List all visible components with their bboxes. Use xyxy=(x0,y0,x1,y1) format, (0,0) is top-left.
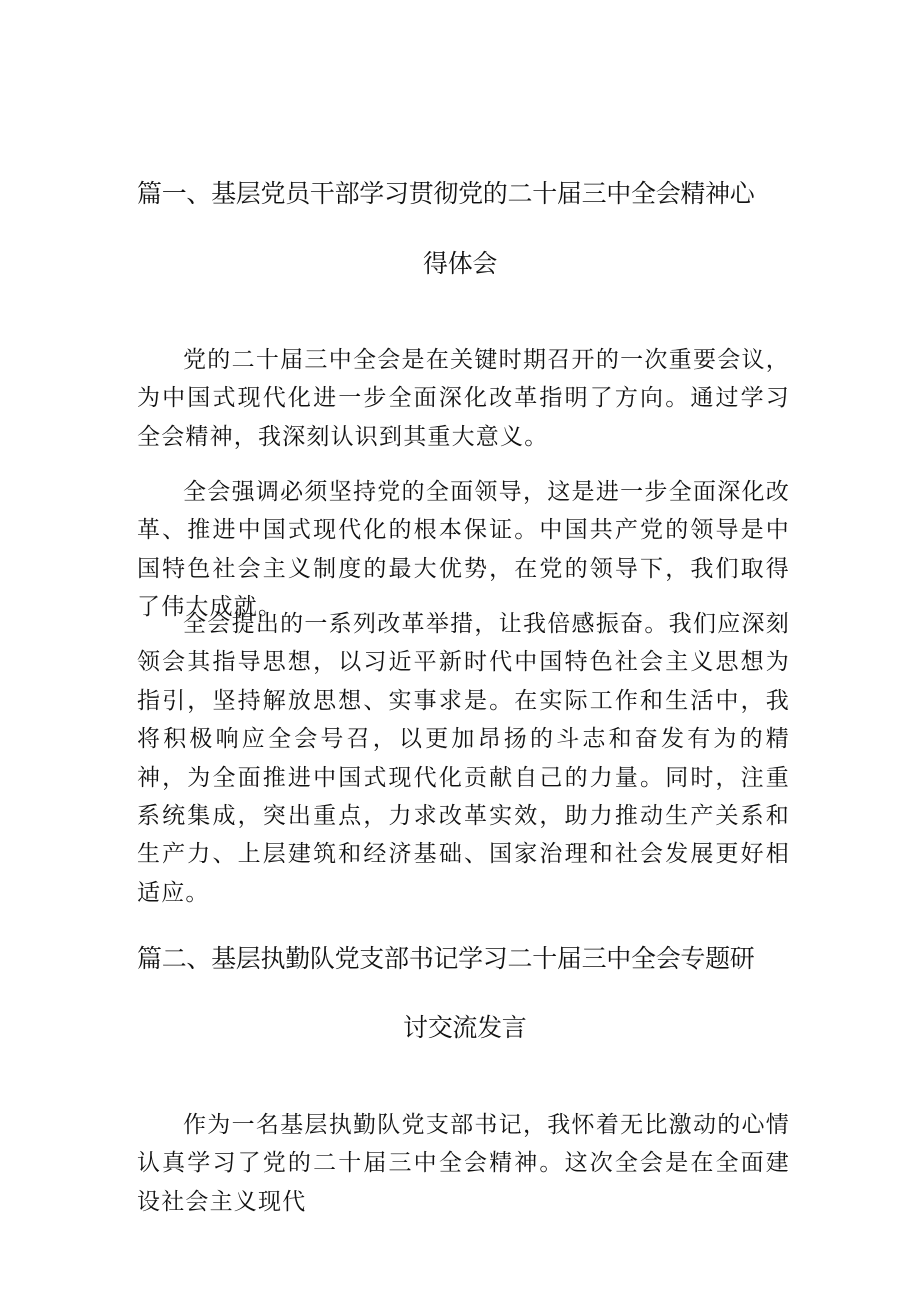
section-1-paragraph-2: 全会强调必须坚持党的全面领导，这是进一步全面深化改革、推进中国式现代化的根本保证。中国共产党的领导是中国特色社会主义制度的最大优势，在党的领导下，我们取得了伟大成就。 xyxy=(137,479,790,621)
section-1-heading-line-1: 篇一、基层党员干部学习贯彻党的二十届三中全会精神心 xyxy=(137,179,755,208)
section-2-heading-line-2: 讨交流发言 xyxy=(403,1013,527,1042)
section-1-heading-line-2: 得体会 xyxy=(423,249,498,278)
section-1-paragraph-1: 党的二十届三中全会是在关键时期召开的一次重要会议，为中国式现代化进一步全面深化改革指明了方向。通过学习全会精神，我深刻认识到其重大意义。 xyxy=(137,347,790,450)
section-1-paragraph-3: 全会提出的一系列改革举措，让我倍感振奋。我们应深刻领会其指导思想，以习近平新时代中国特色社会主义思想为指引，坚持解放思想、实事求是。在实际工作和生活中，我将积极响应全会号召，以更加昂扬的斗志和奋发有为的精神，为全面推进中国式现代化贡献自己的力量。同时，注重系统集成，突出重点，力求改革实效，助力推动生产关系和生产力、上层建筑和经济基础、国家治理和社会发展更好相适应。 xyxy=(137,611,790,906)
section-2-paragraph-1: 作为一名基层执勤队党支部书记，我怀着无比激动的心情认真学习了党的二十届三中全会精神。这次全会是在全面建设社会主义现代 xyxy=(137,1112,790,1215)
section-2-heading-line-1: 篇二、基层执勤队党支部书记学习二十届三中全会专题研 xyxy=(137,944,755,973)
